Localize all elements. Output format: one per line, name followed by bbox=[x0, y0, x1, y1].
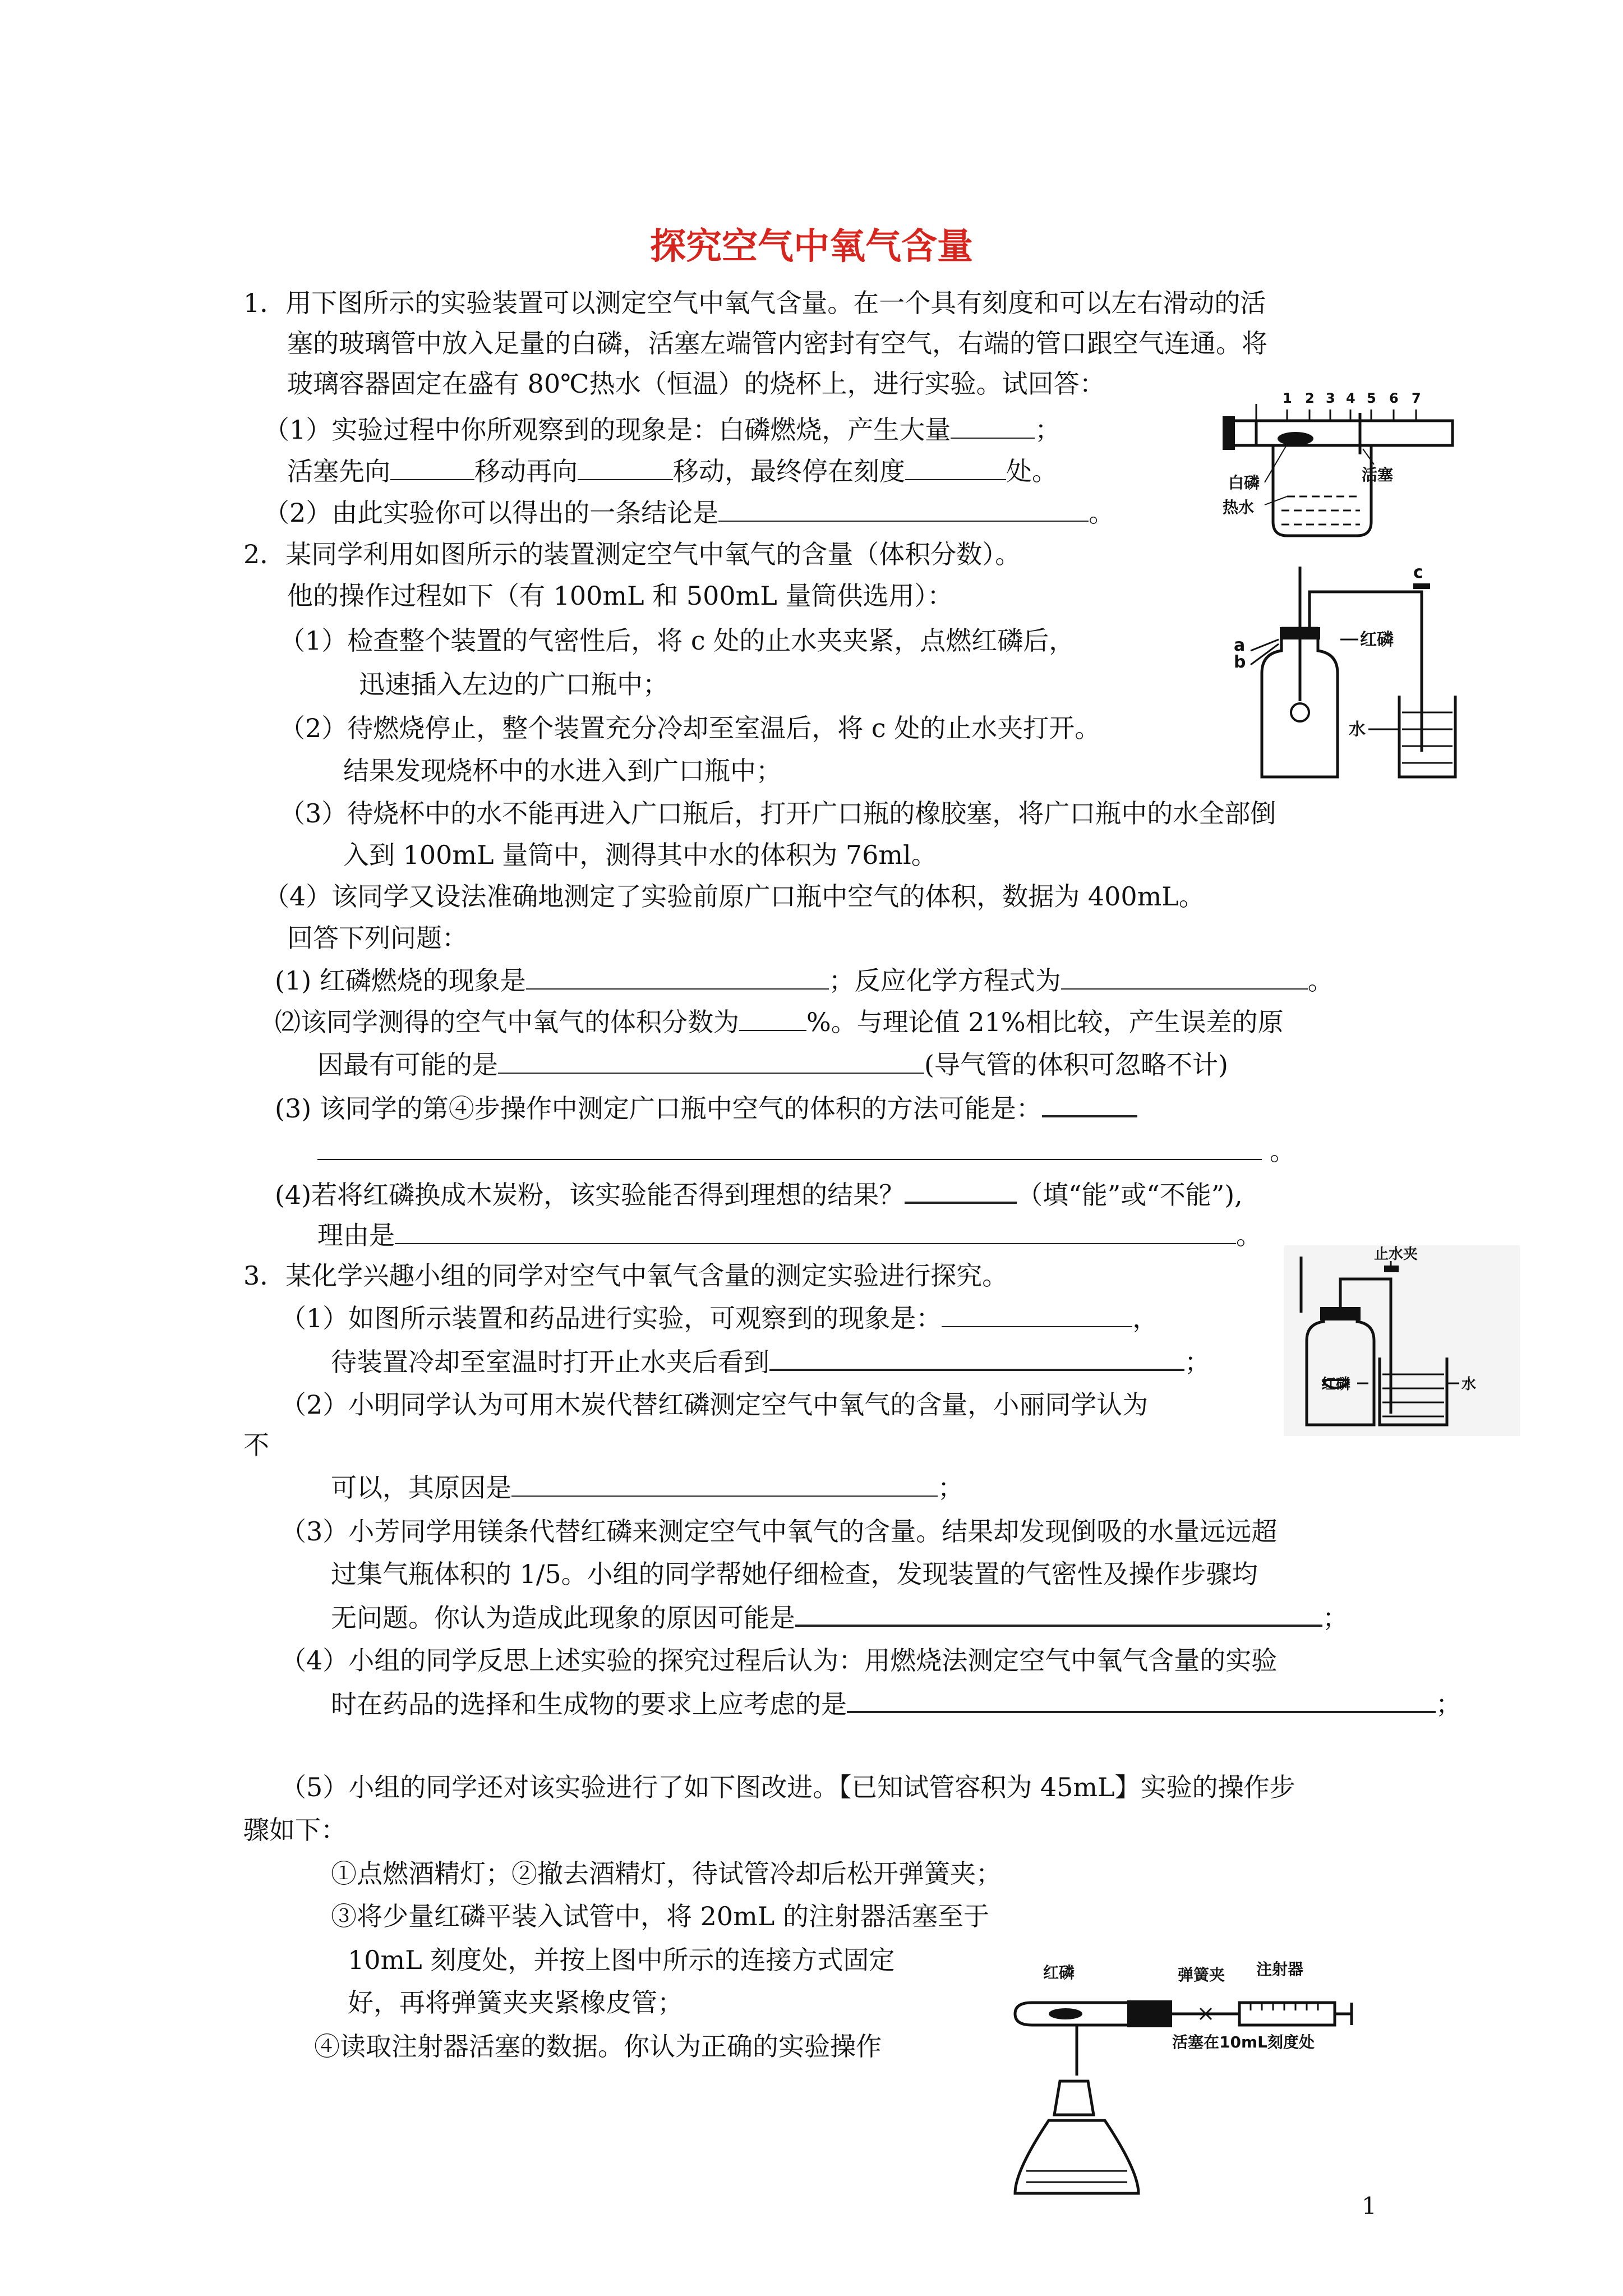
q2-ans3-cont bbox=[317, 1134, 1295, 1168]
label-water: 水 bbox=[1349, 720, 1366, 739]
label-b: b bbox=[1234, 652, 1246, 672]
q3-sub2-wrap: 不 bbox=[243, 1430, 269, 1460]
answer-blank[interactable] bbox=[1061, 964, 1308, 990]
q2-ans1-end: 。 bbox=[1307, 965, 1334, 996]
q1-line3: 玻璃容器固定在盛有 80℃热水（恒温）的烧杯上，进行实验。试回答： bbox=[287, 369, 1105, 399]
q2-ans2-cont bbox=[317, 1048, 1228, 1082]
q2-ans4-text-a: (4)若将红磷换成木炭粉，该实验能否得到理想的结果？ bbox=[275, 1180, 905, 1210]
q2-line2: 他的操作过程如下（有 100mL 和 500mL 量筒供选用）： bbox=[287, 581, 953, 611]
q3-sub4-end: ； bbox=[1436, 1689, 1461, 1719]
label-red-phosphorus: 红磷 bbox=[1360, 630, 1394, 650]
q1-line2: 塞的玻璃管中放入足量的白磷，活塞左端管内密封有空气，右端的管口跟空气连通。将 bbox=[287, 328, 1267, 358]
q2-ans2-text-d: (导气管的体积可忽略不计) bbox=[924, 1050, 1228, 1080]
answer-blank[interactable] bbox=[951, 413, 1035, 439]
q2-ans1-text-b: ；反应化学方程式为 bbox=[828, 965, 1061, 996]
label-c: c bbox=[1413, 563, 1423, 582]
q3-sub4-text-b: 时在药品的选择和生成物的要求上应考虑的是 bbox=[331, 1689, 847, 1719]
label-hot-water: 热水 bbox=[1223, 498, 1255, 517]
label-clamp: 止水夹 bbox=[1374, 1246, 1418, 1263]
page-number: 1 bbox=[1362, 2192, 1377, 2220]
q2-step2-cont: 结果发现烧杯中的水进入到广口瓶中； bbox=[343, 756, 782, 786]
figure-piston-apparatus bbox=[1211, 370, 1458, 550]
q1-sub1 bbox=[264, 413, 1061, 447]
q2-ans2 bbox=[275, 1005, 1284, 1039]
q2-ans4 bbox=[275, 1177, 1243, 1212]
answer-blank[interactable] bbox=[769, 1344, 1184, 1371]
q3-sub2: （2）小明同学认为可用木炭代替红磷测定空气中氧气的含量，小丽同学认为 bbox=[280, 1389, 1149, 1420]
q3-step-line2: ③将少量红磷平装入试管中，将 20mL 的注射器活塞至于 bbox=[331, 1901, 989, 1931]
q2-step2: （2）待燃烧停止，整个装置充分冷却至室温后，将 c 处的止水夹打开。 bbox=[279, 713, 1101, 743]
q2-answer-header: 回答下列问题： bbox=[287, 923, 468, 953]
q1-sub2-end: 。 bbox=[1089, 498, 1115, 528]
answer-blank[interactable] bbox=[905, 1177, 1017, 1204]
answer-blank[interactable] bbox=[526, 964, 829, 990]
q1-piston-text-c: 移动，最终停在刻度 bbox=[673, 456, 905, 486]
scale-tick-label: 6 bbox=[1389, 390, 1399, 406]
q3-sub2-end: ； bbox=[938, 1473, 963, 1503]
answer-blank[interactable] bbox=[942, 1301, 1132, 1327]
scale-tick-label: 7 bbox=[1412, 390, 1421, 406]
q3-sub2-cont bbox=[331, 1471, 963, 1504]
q2-ans3 bbox=[275, 1091, 1137, 1125]
answer-blank[interactable] bbox=[390, 454, 474, 480]
q3-sub3-cont2 bbox=[331, 1600, 1348, 1635]
q3-sub1-cont bbox=[331, 1344, 1210, 1379]
answer-blank[interactable] bbox=[498, 1048, 924, 1074]
q2-step4: （4）该同学又设法准确地测定了实验前原广口瓶中空气的体积，数据为 400mL。 bbox=[264, 881, 1205, 912]
q1-sub1-cont bbox=[287, 454, 1058, 488]
label-water: 水 bbox=[1461, 1376, 1477, 1393]
q1-sub1-text: （1）实验过程中你所观察到的现象是：白磷燃烧，产生大量 bbox=[264, 415, 951, 445]
answer-blank[interactable] bbox=[578, 454, 673, 480]
figure-bottle-apparatus bbox=[1228, 561, 1464, 785]
answer-blank[interactable] bbox=[847, 1686, 1436, 1713]
answer-blank[interactable] bbox=[905, 454, 1006, 480]
scale-tick-label: 2 bbox=[1305, 390, 1315, 406]
q1-piston-text-a: 活塞先向 bbox=[287, 456, 390, 486]
q3-line1: 3．某化学兴趣小组的同学对空气中氧气含量的测定实验进行探究。 bbox=[243, 1260, 1008, 1291]
q2-ans2-text-c: 因最有可能的是 bbox=[317, 1050, 498, 1080]
q3-sub1-text-b: ， bbox=[1132, 1303, 1159, 1333]
q3-sub3-text-c: 无问题。你认为造成此现象的原因可能是 bbox=[331, 1603, 795, 1633]
q2-step1: （1）检查整个装置的气密性后，将 c 处的止水夹夹紧，点燃红磷后， bbox=[279, 625, 1075, 656]
q2-ans2-text-b: %。与理论值 21%相比较，产生误差的原 bbox=[806, 1007, 1284, 1037]
q2-step3: （3）待烧杯中的水不能再进入广口瓶后，打开广口瓶的橡胶塞，将广口瓶中的水全部倒 bbox=[279, 798, 1276, 829]
q2-ans3-text: (3) 该同学的第④步操作中测定广口瓶中空气的体积的方法可能是： bbox=[275, 1093, 1042, 1124]
label-piston: 活塞 bbox=[1362, 466, 1394, 484]
scale-tick-label: 5 bbox=[1367, 390, 1376, 406]
q1-piston-text-d: 处。 bbox=[1006, 456, 1058, 486]
q3-step-line4: 好，再将弹簧夹夹紧橡皮管； bbox=[348, 1987, 683, 2018]
figure-clamp-apparatus bbox=[1284, 1245, 1520, 1436]
q3-step-line5: ④读取注射器活塞的数据。你认为正确的实验操作 bbox=[314, 2031, 882, 2062]
q2-ans4-text-c: 理由是 bbox=[317, 1220, 395, 1250]
q3-sub1-text-a: （1）如图所示装置和药品进行实验，可观察到的现象是： bbox=[280, 1303, 942, 1333]
scale-tick-label: 1 bbox=[1283, 390, 1292, 406]
q2-step1-cont: 迅速插入左边的广口瓶中； bbox=[359, 669, 668, 700]
q3-sub5: （5）小组的同学还对该实验进行了如下图改进。【已知试管容积为 45mL】实验的操作步 bbox=[280, 1772, 1295, 1802]
label-white-phosphorus: 白磷 bbox=[1228, 473, 1260, 492]
q1-sub2-text: （2）由此实验你可以得出的一条结论是 bbox=[264, 498, 719, 528]
q3-sub1-text-c: 待装置冷却至室温时打开止水夹后看到 bbox=[331, 1347, 769, 1377]
answer-blank[interactable] bbox=[511, 1471, 938, 1497]
q3-sub3-end: ； bbox=[1322, 1603, 1348, 1633]
answer-blank[interactable] bbox=[739, 1005, 806, 1031]
q3-sub5-cont: 骤如下： bbox=[243, 1815, 347, 1845]
q2-ans4-text-b: （填“能”或“不能”), bbox=[1017, 1180, 1243, 1210]
q3-step-line3: 10mL 刻度处，并按上图中所示的连接方式固定 bbox=[348, 1945, 895, 1975]
label-a: a bbox=[1234, 636, 1246, 655]
q2-ans1-text-a: (1) 红磷燃烧的现象是 bbox=[275, 965, 526, 996]
q2-ans2-text-a: ⑵该同学测得的空气中氧气的体积分数为 bbox=[275, 1007, 739, 1037]
q1-sub2 bbox=[264, 496, 1114, 530]
answer-blank[interactable] bbox=[1042, 1091, 1137, 1117]
q3-sub3: （3）小芳同学用镁条代替红磷来测定空气中氧气的含量。结果却发现倒吸的水量远远超 bbox=[280, 1516, 1278, 1547]
q1-sub1-end: ； bbox=[1035, 415, 1061, 445]
page-title: 探究空气中氧气含量 bbox=[650, 226, 973, 268]
q2-ans4-cont bbox=[317, 1218, 1262, 1252]
q2-ans1 bbox=[275, 964, 1334, 997]
q2-ans4-end: 。 bbox=[1236, 1220, 1262, 1250]
label-red-phosphorus: 红磷 bbox=[1043, 1963, 1075, 1982]
q2-ans3-end: 。 bbox=[1270, 1136, 1295, 1166]
scale-tick-label: 3 bbox=[1326, 390, 1335, 406]
q2-line1: 2．某同学利用如图所示的装置测定空气中氧气的含量（体积分数）。 bbox=[243, 539, 1021, 569]
answer-blank[interactable] bbox=[317, 1134, 1262, 1160]
label-piston-position: 活塞在10mL刻度处 bbox=[1172, 2033, 1315, 2051]
q1-line1: 1．用下图所示的实验装置可以测定空气中氧气含量。在一个具有刻度和可以左右滑动的活 bbox=[243, 288, 1266, 318]
label-red-phosphorus: 红磷 bbox=[1321, 1376, 1351, 1393]
q3-sub1 bbox=[280, 1301, 1158, 1335]
q3-step-line1: ①点燃酒精灯；②撤去酒精灯，待试管冷却后松开弹簧夹； bbox=[331, 1858, 1002, 1889]
answer-blank[interactable] bbox=[795, 1600, 1322, 1627]
answer-blank[interactable] bbox=[395, 1218, 1236, 1244]
answer-blank[interactable] bbox=[718, 496, 1089, 522]
label-spring-clip: 弹簧夹 bbox=[1178, 1966, 1225, 1984]
scale-tick-label: 4 bbox=[1346, 390, 1355, 406]
q1-piston-text-b: 移动再向 bbox=[474, 456, 578, 486]
figure-syringe-apparatus bbox=[1004, 1947, 1363, 2227]
q3-sub3-cont1: 过集气瓶体积的 1/5。小组的同学帮她仔细检查，发现装置的气密性及操作步骤均 bbox=[331, 1559, 1258, 1589]
q3-sub4-cont bbox=[331, 1686, 1461, 1721]
q2-step3-cont: 入到 100mL 量筒中，测得其中水的体积为 76ml。 bbox=[343, 840, 937, 870]
q3-sub2-text-c: 可以，其原因是 bbox=[331, 1473, 511, 1503]
label-syringe: 注射器 bbox=[1256, 1960, 1304, 1978]
q3-sub1-end: ； bbox=[1184, 1347, 1210, 1377]
q3-sub4: （4）小组的同学反思上述实验的探究过程后认为：用燃烧法测定空气中氧气含量的实验 bbox=[280, 1645, 1278, 1676]
